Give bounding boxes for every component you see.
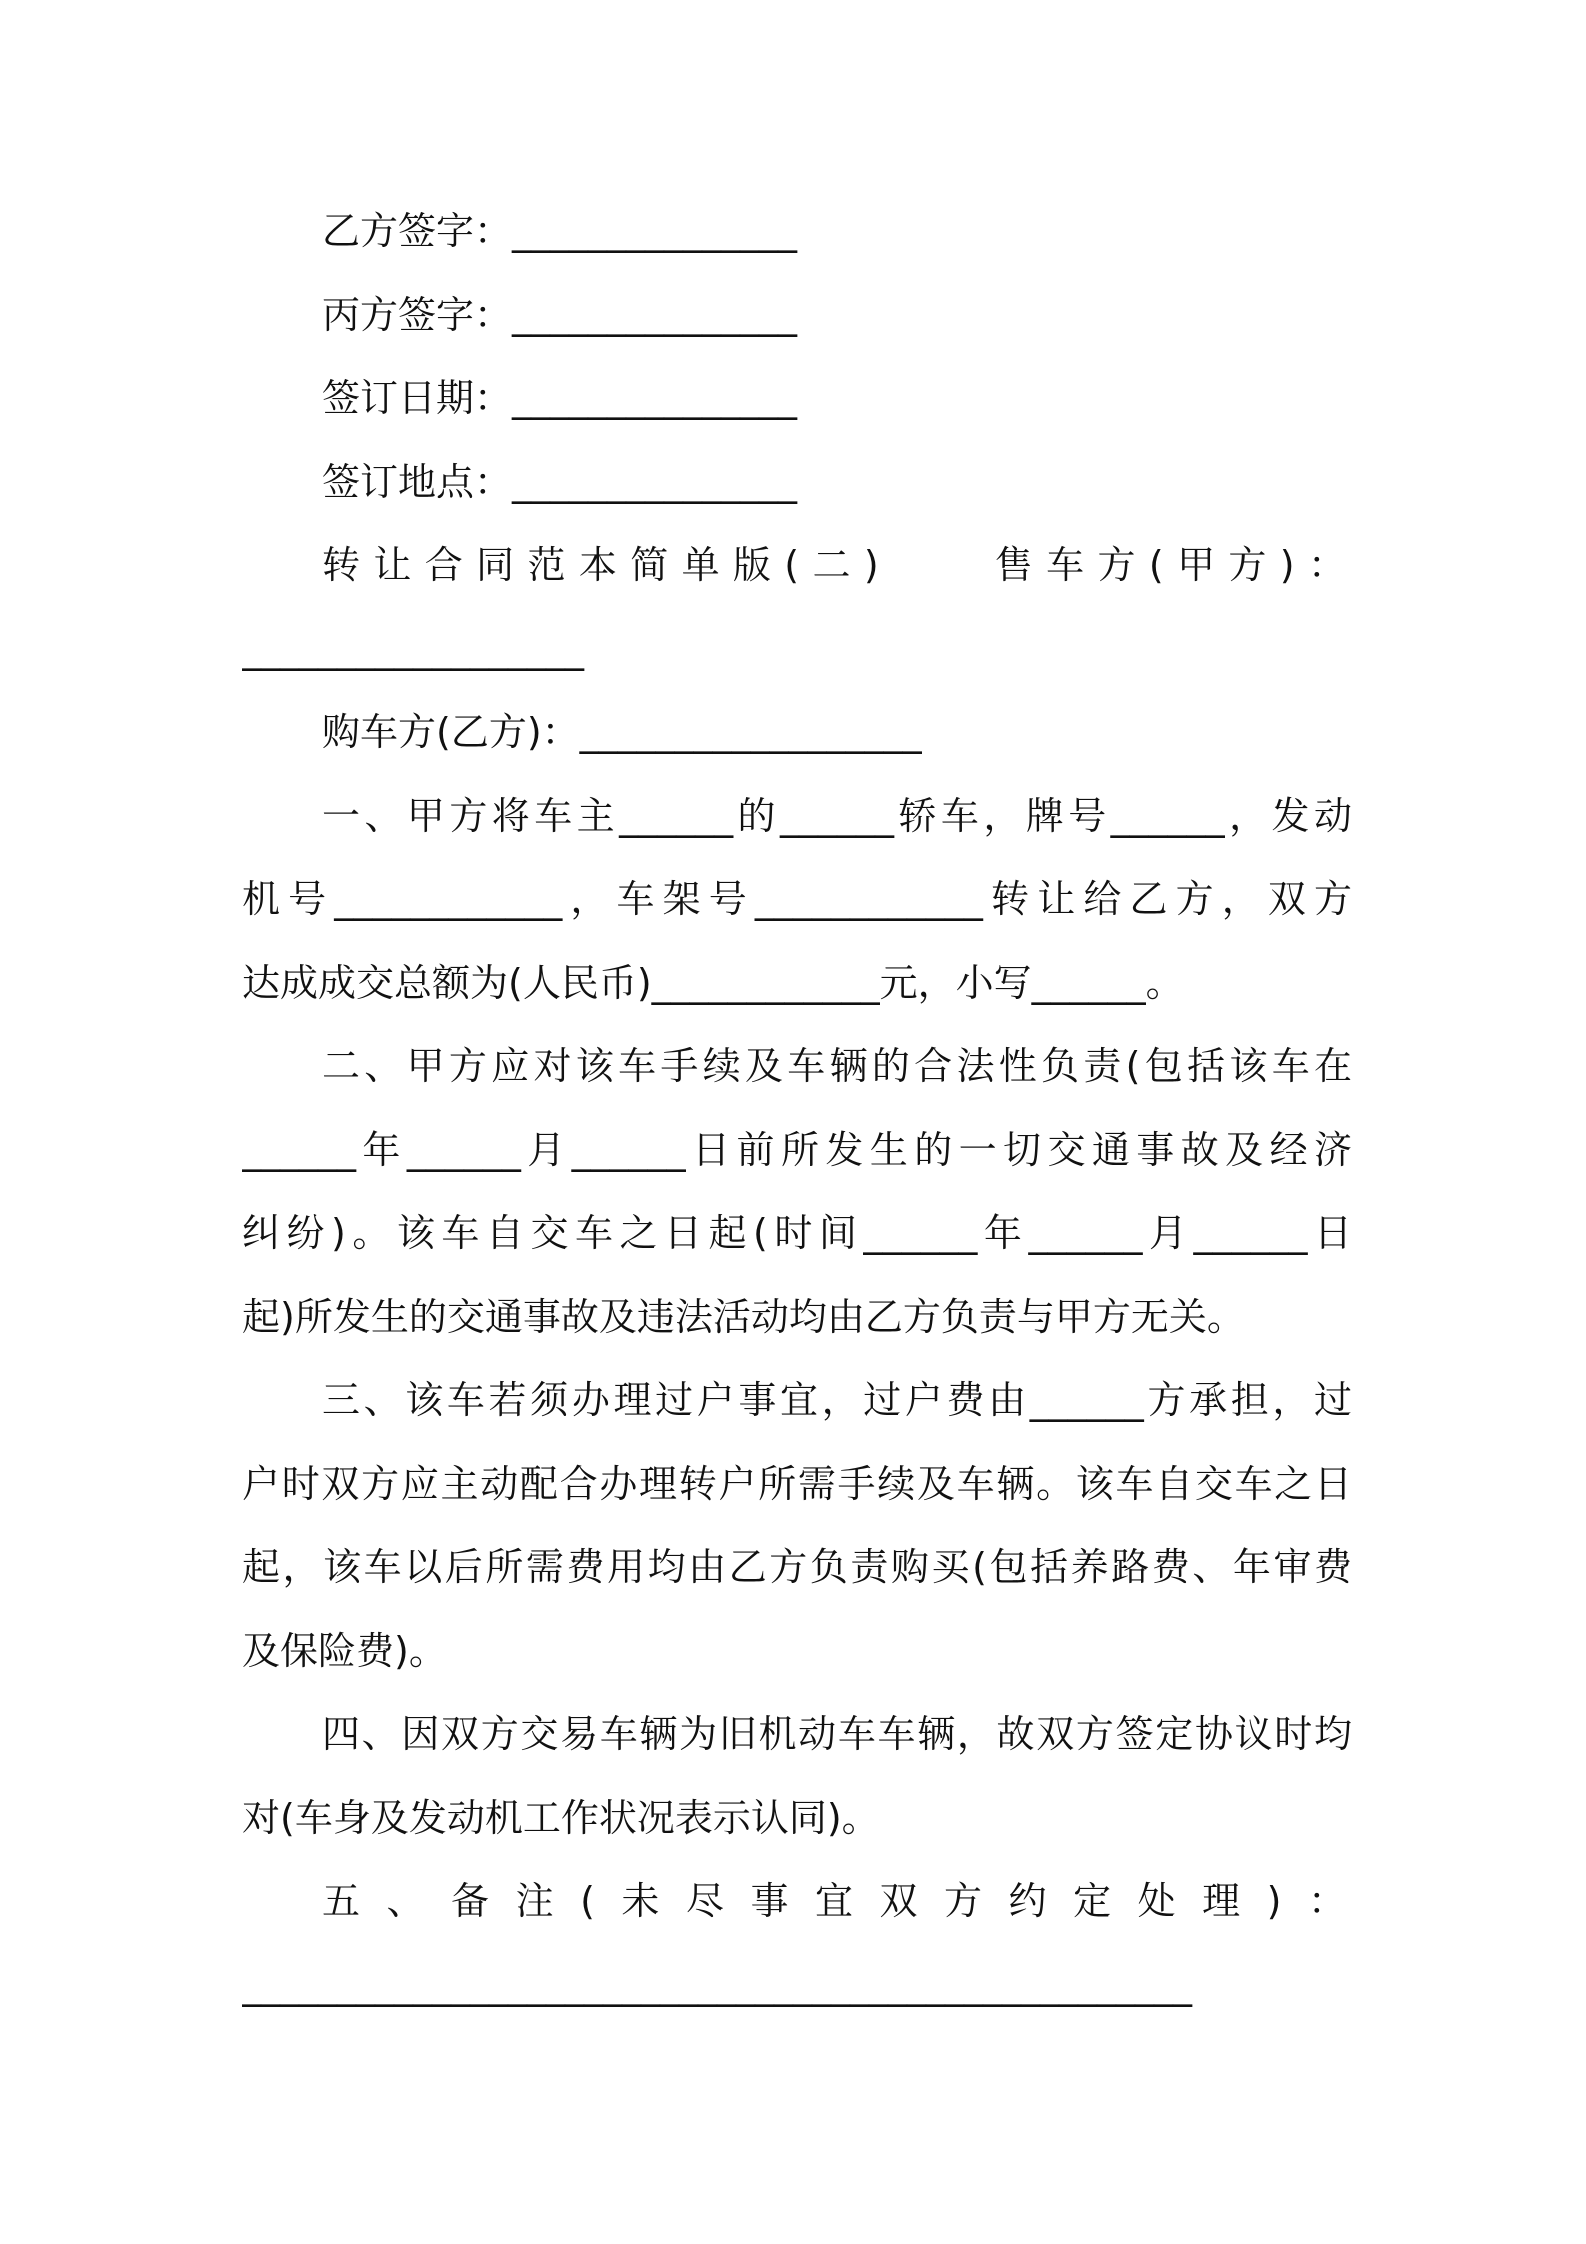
party-c-signature-line: 丙方签字：_______________ — [322, 292, 798, 337]
signing-place-line: 签订地点：_______________ — [322, 459, 798, 504]
contract-body — [242, 190, 1352, 2027]
clause-3-line-3: 起，该车以后所需费用均由乙方负责购买(包括养路费、年审费 — [242, 1545, 1352, 1589]
seller-blank-line: __________________ — [242, 626, 584, 671]
clause-5-remarks-line: 五、备注(未尽事宜双方约定处理)： — [322, 1879, 1352, 1923]
clause-2-line-4: 起)所发生的交通事故及违法活动均由乙方负责与甲方无关。 — [242, 1294, 1245, 1339]
clause-4-line-2: 对(车身及发动机工作状况表示认同)。 — [242, 1795, 880, 1840]
clause-3-line-2: 户时双方应主动配合办理转户所需手续及车辆。该车自交车之日 — [242, 1461, 1352, 1506]
party-b-signature-line: 乙方签字：_______________ — [322, 209, 798, 253]
clause-1-line-1: 一、甲方将车主______的______轿车，牌号______，发动 — [322, 793, 1352, 838]
clause-1-line-3: 达成成交总额为(人民币)____________元，小写______。 — [242, 960, 1184, 1005]
clause-2-line-2: ______年______月______日前所发生的一切交通事故及经济 — [242, 1127, 1352, 1172]
buyer-line: 购车方(乙方)：__________________ — [322, 710, 922, 754]
clause-3-line-4: 及保险费)。 — [242, 1628, 447, 1673]
remarks-blank-line: __________________________________________________ — [242, 1962, 1192, 2007]
clause-2-line-3: 纠纷)。该车自交车之日起(时间______年______月______日 — [242, 1211, 1352, 1255]
clause-1-line-2: 机号____________，车架号____________转让给乙方，双方 — [242, 877, 1352, 921]
clause-4-line-1: 四、因双方交易车辆为旧机动车车辆，故双方签定协议时均 — [322, 1712, 1352, 1756]
clause-3-line-1: 三、该车若须办理过户事宜，过户费由______方承担，过 — [322, 1378, 1352, 1422]
signing-date-line: 签订日期：_______________ — [322, 376, 798, 420]
clause-2-line-1: 二、甲方应对该车手续及车辆的合法性负责(包括该车在 — [322, 1044, 1352, 1088]
contract-title-seller-line: 转让合同范本简单版(二) 售车方(甲方)： — [322, 543, 1352, 587]
